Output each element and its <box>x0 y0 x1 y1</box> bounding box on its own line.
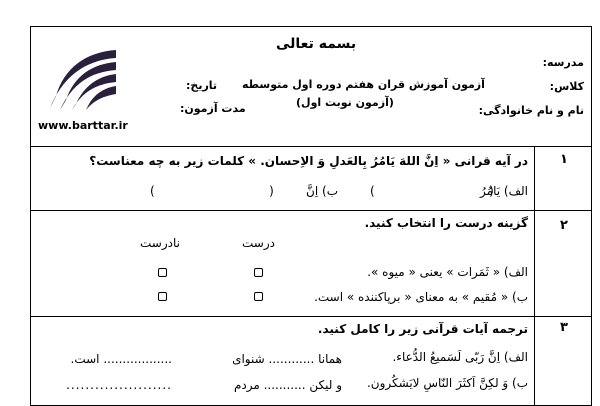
question-1-option-a-blank[interactable]: ( ) <box>370 184 494 198</box>
item-a-true-checkbox[interactable] <box>254 268 263 277</box>
question-1-option-b-blank[interactable]: ( ) <box>150 184 274 198</box>
exam-subtitle: (آزمون نوبت اول) <box>296 96 394 109</box>
question-3-item-b: ب) وَ لکِنَّ اَکثَرَ النّاسِ لایَشکُرون. <box>366 376 528 390</box>
question-1-option-a: الف) یَامُرُ <box>480 184 528 198</box>
column-false-label: نادرست <box>140 236 180 250</box>
question-1-number: ۱ <box>560 152 568 167</box>
question-2-item-a: الف) « ثَمَرات » یعنی « میوه ». <box>367 265 528 279</box>
exam-title: آزمون آموزش قران هفتم دوره اول متوسطه <box>242 78 485 91</box>
question-3-item-a-translation-1[interactable]: همانا ............ شنوای <box>232 352 342 366</box>
item-b-true-checkbox[interactable] <box>254 292 263 301</box>
question-1-text: در آیه قرانی « اِنَّ اللهَ یَامُرُ بِالعَدلِ وَ الاِحسان. » کلمات زیر به چه معناست؟ <box>89 154 528 168</box>
website-url: www.barttar.ir <box>38 119 128 132</box>
question-1-option-b: ب) اِنَّ <box>306 184 338 198</box>
question-2-text: گزینه درست را انتخاب کنید. <box>364 216 528 230</box>
item-a-false-checkbox[interactable] <box>158 268 167 277</box>
question-3-item-b-translation-1[interactable]: و لیکن ........... مردم <box>233 378 342 392</box>
number-column-line <box>534 146 535 406</box>
question-2-number: ۲ <box>560 218 568 233</box>
date-label: تاریخ: <box>186 79 218 92</box>
row-divider-1 <box>30 210 592 211</box>
question-3-number: ۳ <box>560 320 568 335</box>
question-3-item-a-translation-2[interactable]: .................. است. <box>70 352 172 366</box>
item-b-false-checkbox[interactable] <box>158 292 167 301</box>
row-divider-2 <box>30 316 592 317</box>
question-3-item-a: الف) اِنَّ رَبّی لَسَمیعُ الدُّعاء. <box>392 350 528 364</box>
duration-label: مدت آزمون: <box>180 102 246 115</box>
name-label: نام و نام خانوادگی: <box>478 104 584 117</box>
table-top-line <box>30 146 592 147</box>
bismillah: بسمه تعالی <box>276 36 357 52</box>
question-3-text: ترجمه آیات قرآنی زیر را کامل کنید. <box>317 322 528 336</box>
question-3-item-b-translation-2[interactable]: ...................... <box>66 378 172 392</box>
column-true-label: درست <box>242 236 275 250</box>
school-label: مدرسه: <box>542 56 584 69</box>
class-label: کلاس: <box>549 80 584 93</box>
question-2-item-b: ب) « مُقیم » به معنای « برپاکننده » است. <box>314 290 528 304</box>
barttar-logo-icon <box>46 46 118 112</box>
